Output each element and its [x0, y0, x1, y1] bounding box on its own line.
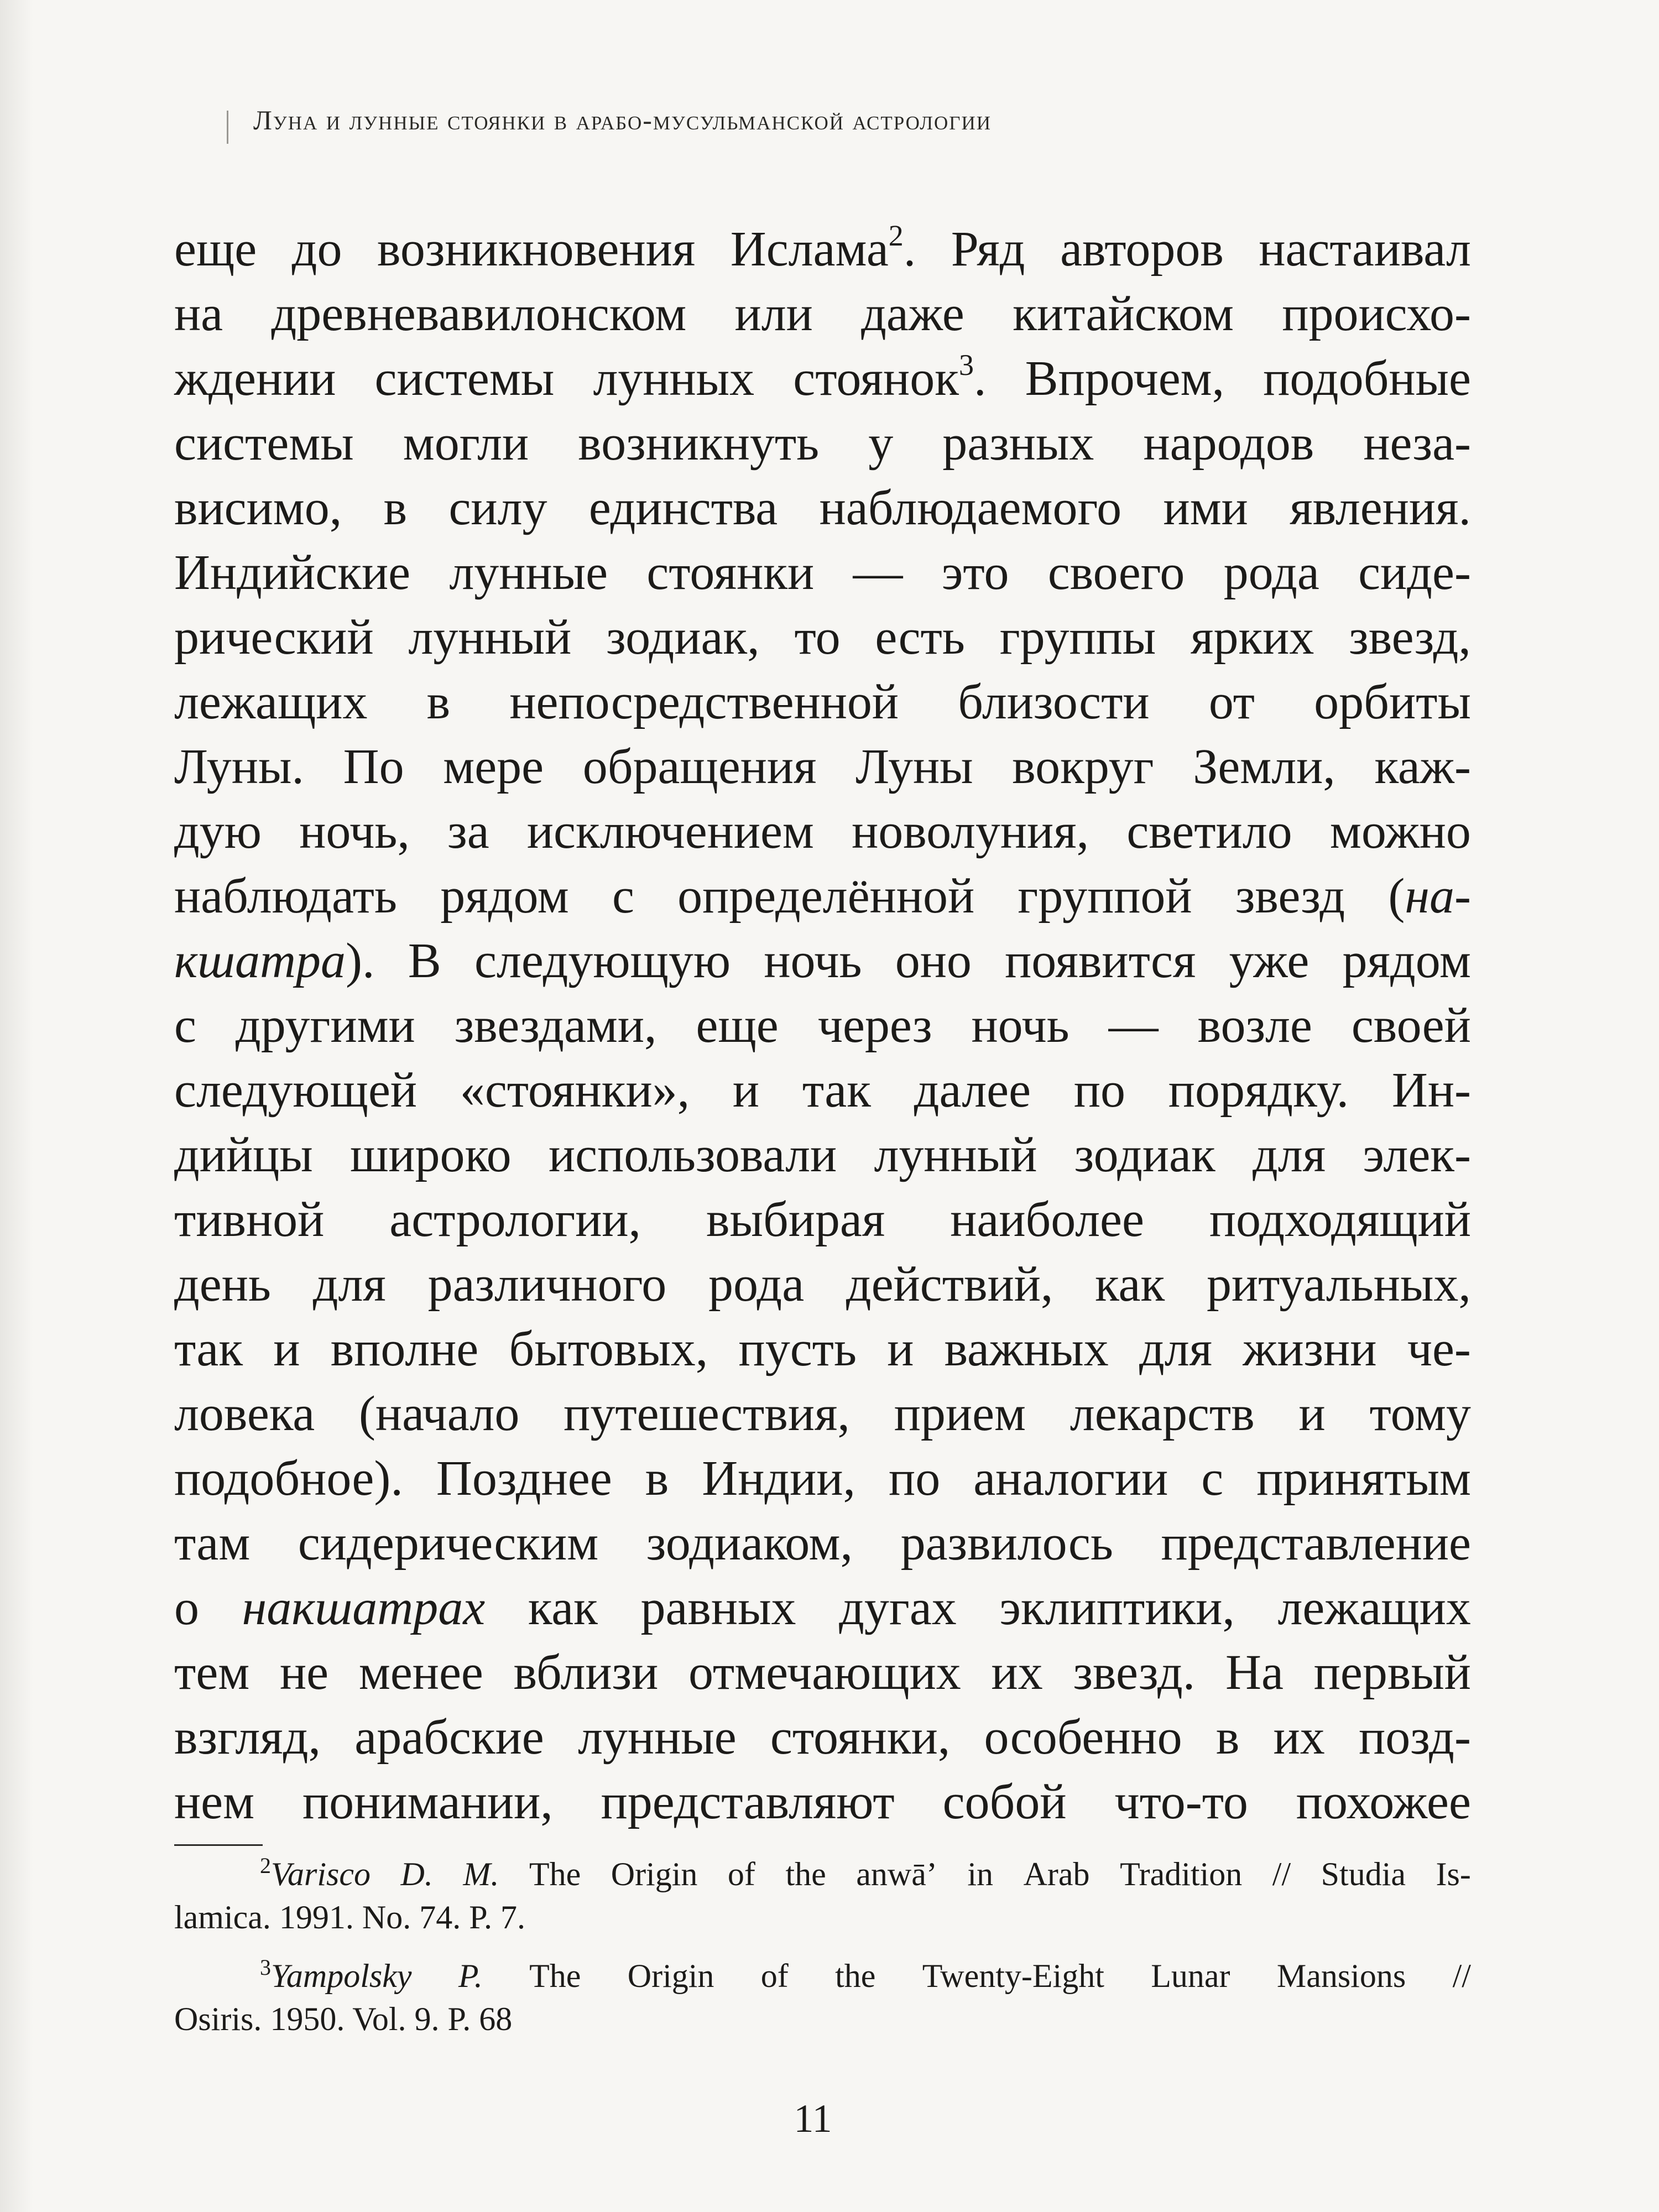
text-line: рический лунный зодиак, то есть группы ярких звезд,	[174, 610, 1471, 665]
footnote-reference[interactable]: 2	[888, 219, 904, 252]
footnotes: $^2$Varisco D. M. The Origin of the anwā’ in Arab Tradition // Studia Is- lamica. 1991. No. 74. P. 7. $^3$Yampolsky P. The Origin of the Twenty-Eight Lunar Mansions // Osiris. 1950. Vol. 9. P. 68	[174, 1853, 1471, 2037]
text-line: взгляд, арабские лунные стоянки, особенно в их позд-	[174, 1710, 1471, 1765]
footnote-2: $^2$Varisco D. M. The Origin of the anwā’ in Arab Tradition // Studia Is-	[260, 1853, 1471, 1892]
text-line: дийцы широко использовали лунный зодиак для элек-	[174, 1128, 1471, 1182]
text-line: о накшатрах как равных дугах эклиптики, лежащих	[174, 1580, 1471, 1635]
footnote-separator	[174, 1844, 263, 1846]
text-line: так и вполне бытовых, пусть и важных для жизни че-	[174, 1322, 1471, 1376]
footnote-number: 2	[260, 1853, 271, 1878]
text-line: нем понимании, представляют собой что-то похожее	[174, 1775, 1471, 1829]
text-line: системы могли возникнуть у разных народов неза-	[174, 416, 1471, 471]
text-line: висимо, в силу единства наблюдаемого ими явления.	[174, 481, 1471, 535]
text-line: день для различного рода действий, как ритуальных,	[174, 1257, 1471, 1312]
text-line: тивной астрологии, выбирая наиболее подходящий	[174, 1192, 1471, 1247]
text-line: тем не менее вблизи отмечающих их звезд. На первый	[174, 1645, 1471, 1700]
text-line: ждении системы лунных стоянок$^3$. Впрочем, подобные	[174, 348, 1471, 406]
text-line: кшатра). В следующую ночь оно появится уже рядом	[174, 933, 1471, 988]
text-line: следующей «стоянки», и так далее по порядку. Ин-	[174, 1063, 1471, 1118]
running-head: Луна и лунные стоянки в арабо-мусульманской астрологии	[253, 105, 992, 135]
text-line: с другими звездами, еще через ночь — возле своей	[174, 998, 1471, 1053]
running-head-rule	[227, 111, 245, 144]
text-line: подобное). Позднее в Индии, по аналогии с принятым	[174, 1451, 1471, 1506]
text-line: ловека (начало путешествия, прием лекарств и тому	[174, 1386, 1471, 1441]
text-line: на древневавилонском или даже китайском происхо-	[174, 286, 1471, 341]
page-number: 11	[794, 2096, 832, 2141]
body-paragraph	[174, 217, 1471, 1834]
text-line: дую ночь, за исключением новолуния, светило можно	[174, 804, 1471, 859]
text-line: там сидерическим зодиаком, развилось представление	[174, 1516, 1471, 1571]
text-line: еще до возникновения Ислама$^2$. Ряд авторов настаивал	[174, 219, 1471, 276]
page-gutter-shadow	[0, 0, 33, 2212]
text-line: лежащих в непосредственной близости от орбиты	[174, 675, 1471, 729]
footnote-number: 3	[260, 1955, 271, 1980]
footnote-reference[interactable]: 3	[958, 348, 974, 382]
text-line: Индийские лунные стоянки — это своего рода сиде-	[174, 545, 1471, 600]
text-line: наблюдать рядом с определённой группой звезд (на-	[174, 869, 1471, 924]
footnote-3: $^3$Yampolsky P. The Origin of the Twenty-Eight Lunar Mansions //	[260, 1955, 1471, 1994]
text-line: Луны. По мере обращения Луны вокруг Земли, каж-	[174, 739, 1471, 794]
